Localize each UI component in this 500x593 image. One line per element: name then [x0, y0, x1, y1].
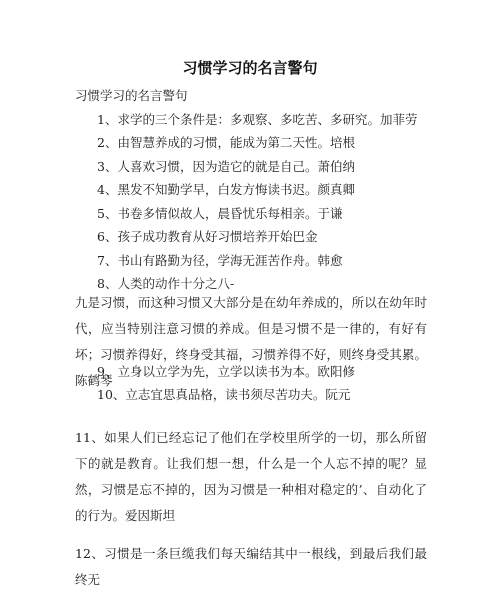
list-item: 3、人喜欢习惯，因为造它的就是自己。萧伯纳 [97, 159, 355, 174]
list-item: 10、立志宜思真品格，读书须尽苦功夫。阮元 [97, 387, 351, 402]
list-item: 7、书山有路勤为径，学海无涯苦作舟。韩愈 [97, 253, 343, 268]
list-item: 5、书卷多情似故人，晨昏忧乐每相亲。于谦 [97, 206, 343, 221]
list-item: 8、人类的动作十分之八- [97, 276, 235, 291]
list-item: 1、求学的三个条件是：多观察、多吃苦、多研究。加菲劳 [97, 112, 418, 127]
paragraph-9: 九是习惯，而这种习惯又大部分是在幼年养成的，所以在幼年时代，应当特别注意习惯的养成。但是习惯不是一律的，有好有坏；习惯养得好，终身受其福，习惯养得不好，则终身受其累。陈鹤琴 [75, 295, 427, 388]
list-item: 2、由智慧养成的习惯，能成为第二天性。培根 [97, 135, 355, 150]
list-item: 9、立身以立学为先，立学以读书为本。欧阳修 [97, 364, 355, 379]
list-item: 6、孩子成功教育从好习惯培养开始巴金 [97, 229, 318, 244]
document-subtitle: 习惯学习的名言警句 [75, 88, 188, 103]
list-item: 4、黑发不知勤学早，白发方悔读书迟。颜真卿 [97, 182, 355, 197]
paragraph-11: 11、如果人们已经忘记了他们在学校里所学的一切，那么所留下的就是教育。让我们想一想，什么是一个人忘不掉的呢？显然，习惯是忘不掉的，因为习惯是一种相对稳定的’、自动化了的行为。爱因斯坦 [75, 430, 427, 523]
document-title: 习惯学习的名言警句 [182, 59, 318, 77]
paragraph-12: 12、习惯是一条巨缆我们每天编结其中一根线，到最后我们最终无 [75, 546, 427, 587]
